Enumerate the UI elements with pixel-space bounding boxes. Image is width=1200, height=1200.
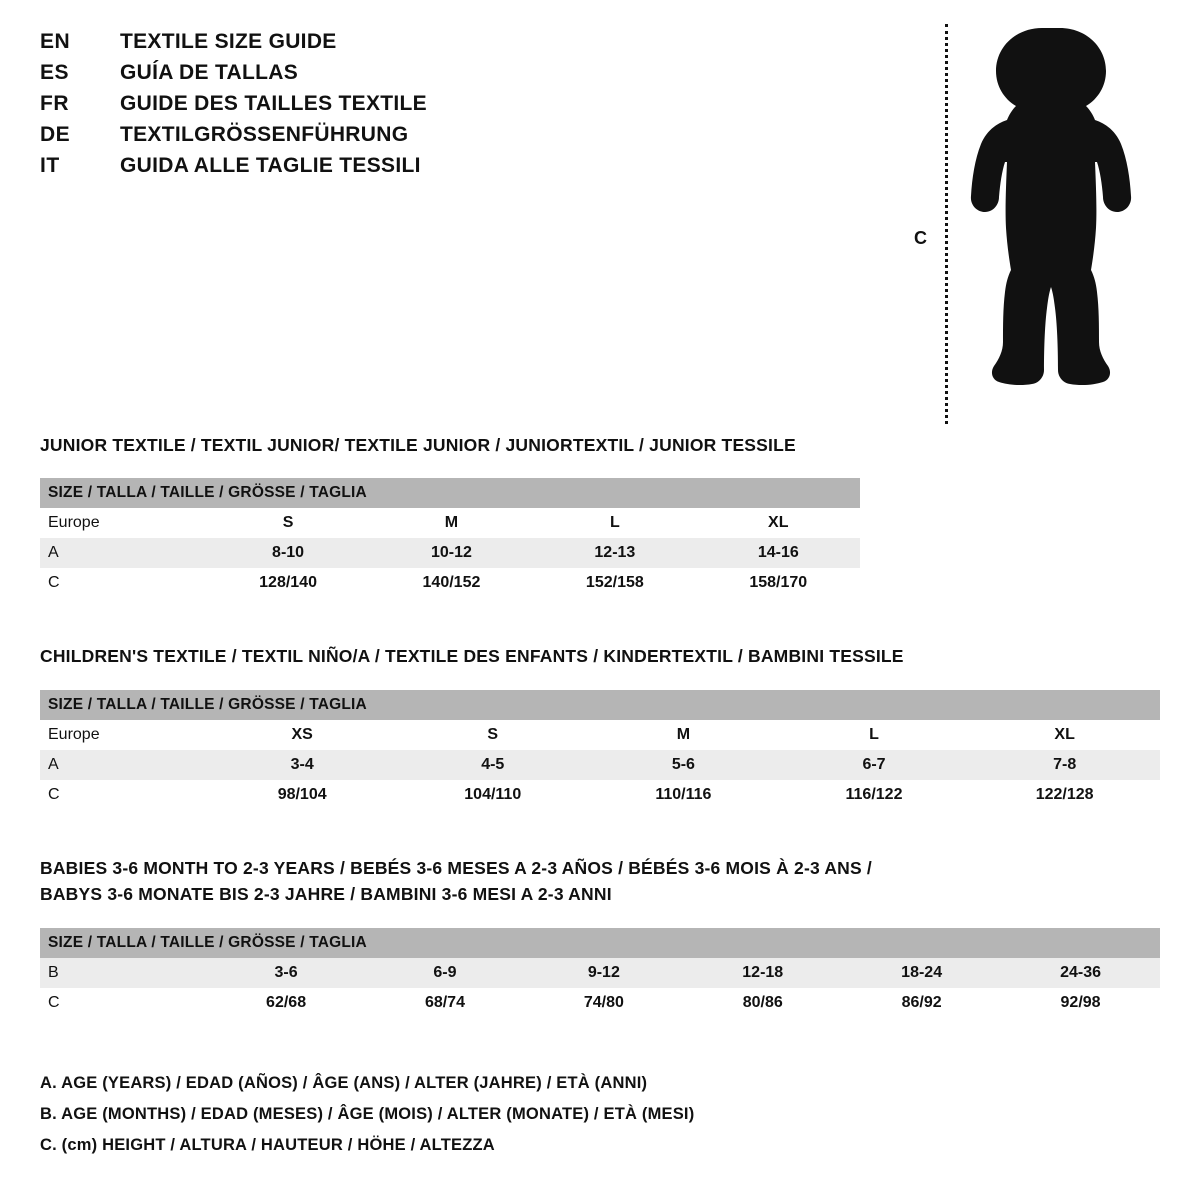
table-row (40, 988, 1160, 1018)
language-code: FR (40, 92, 69, 115)
cell: 6-9 (433, 964, 457, 981)
babies-size-table (40, 928, 1160, 1018)
cell: 4-5 (481, 756, 505, 773)
cell: 9-12 (587, 964, 620, 981)
cell: 140/152 (422, 574, 481, 591)
cell: 98/104 (277, 786, 327, 803)
legend-line-b: B. AGE (MONTHS) / EDAD (MESES) / ÂGE (MOIS) / ALTER (MONATE) / ETÀ (MESI) (40, 1105, 695, 1123)
cell: 86/92 (901, 994, 942, 1011)
measure-label-c: C (914, 228, 927, 248)
language-row (40, 61, 600, 92)
row-label: A (48, 756, 59, 773)
children-size-table (40, 690, 1160, 810)
cell: M (676, 726, 691, 743)
language-code: EN (40, 30, 71, 53)
cell: 80/86 (742, 994, 783, 1011)
language-code: ES (40, 61, 70, 84)
cell: XL (768, 514, 789, 531)
children-band-label: SIZE / TALLA / TAILLE / GRÖSSE / TAGLIA (40, 690, 1160, 720)
row-label: Europe (48, 514, 100, 531)
cell: 5-6 (671, 756, 695, 773)
legend-line-a: A. AGE (YEARS) / EDAD (AÑOS) / ÂGE (ANS) / ALTER (JAHRE) / ETÀ (ANNI) (40, 1074, 648, 1092)
cell: 158/170 (749, 574, 808, 591)
cell: 18-24 (901, 964, 943, 981)
language-title: GUÍA DE TALLAS (120, 61, 299, 84)
cell: 92/98 (1060, 994, 1101, 1011)
section-heading-junior: JUNIOR TEXTILE / TEXTIL JUNIOR/ TEXTILE JUNIOR / JUNIORTEXTIL / JUNIOR TESSILE (40, 435, 796, 455)
section-heading-children: CHILDREN'S TEXTILE / TEXTIL NIÑO/A / TEXTILE DES ENFANTS / KINDERTEXTIL / BAMBINI TESSILE (40, 646, 904, 666)
cell: 3-6 (274, 964, 298, 981)
table-row (40, 508, 860, 538)
table-row (40, 568, 860, 598)
legend-line-c: C. (cm) HEIGHT / ALTURA / HAUTEUR / HÖHE / ALTEZZA (40, 1136, 495, 1154)
cell: L (869, 726, 879, 743)
table-band-row (40, 928, 1160, 958)
language-row (40, 92, 600, 123)
language-title: GUIDA ALLE TAGLIE TESSILI (120, 154, 421, 177)
language-title: GUIDE DES TAILLES TEXTILE (120, 92, 427, 115)
row-label: A (48, 544, 59, 561)
language-code: DE (40, 123, 71, 146)
babies-heading-line-1: BABIES 3-6 MONTH TO 2-3 YEARS / BEBÉS 3-6 MESES A 2-3 AÑOS / BÉBÉS 3-6 MOIS À 2-3 ANS / (40, 858, 872, 878)
cell: 74/80 (583, 994, 624, 1011)
cell: 6-7 (862, 756, 886, 773)
row-label: C (48, 786, 60, 803)
row-label: C (48, 994, 60, 1011)
table-row (40, 720, 1160, 750)
table-row (40, 538, 860, 568)
cell: 104/110 (464, 786, 522, 803)
cell: 3-4 (290, 756, 314, 773)
cell: XL (1054, 726, 1075, 743)
language-code: IT (40, 154, 60, 177)
row-label: Europe (48, 726, 100, 743)
cell: 24-36 (1060, 964, 1101, 981)
babies-band-label: SIZE / TALLA / TAILLE / GRÖSSE / TAGLIA (40, 928, 1160, 958)
height-measure-figure (890, 10, 1150, 430)
cell: 128/140 (259, 574, 317, 591)
cell: XS (291, 726, 313, 743)
language-row (40, 154, 600, 185)
row-label: B (48, 964, 59, 981)
section-heading-babies (40, 855, 872, 907)
row-label: C (48, 574, 60, 591)
cell: L (609, 514, 620, 531)
table-row (40, 780, 1160, 810)
cell: 122/128 (1035, 786, 1094, 803)
language-row (40, 123, 600, 154)
legend-block (40, 1068, 694, 1161)
junior-size-table (40, 478, 860, 598)
cell: 12-18 (742, 964, 784, 981)
language-row (40, 30, 600, 61)
cell: 116/122 (845, 786, 903, 803)
cell: S (282, 514, 294, 531)
cell: 14-16 (757, 544, 799, 561)
table-row (40, 750, 1160, 780)
cell: 68/74 (424, 994, 465, 1011)
cell: 110/116 (655, 786, 712, 803)
child-silhouette-icon (950, 20, 1140, 430)
cell: 152/158 (585, 574, 644, 591)
cell: 7-8 (1053, 756, 1077, 773)
cell: S (487, 726, 499, 743)
junior-band-label: SIZE / TALLA / TAILLE / GRÖSSE / TAGLIA (40, 478, 860, 508)
cell: M (444, 514, 459, 531)
cell: 10-12 (431, 544, 472, 561)
language-title-block (40, 30, 600, 185)
cell: 12-13 (594, 544, 636, 561)
measure-dotted-line (945, 24, 948, 424)
table-band-row (40, 690, 1160, 720)
language-title: TEXTILE SIZE GUIDE (120, 30, 337, 53)
language-title: TEXTILGRÖSSENFÜHRUNG (120, 123, 409, 146)
table-band-row (40, 478, 860, 508)
table-row (40, 958, 1160, 988)
cell: 8-10 (272, 544, 305, 561)
cell: 62/68 (266, 994, 307, 1011)
babies-heading-line-2: BABYS 3-6 MONATE BIS 2-3 JAHRE / BAMBINI 3-6 MESI A 2-3 ANNI (40, 884, 612, 904)
